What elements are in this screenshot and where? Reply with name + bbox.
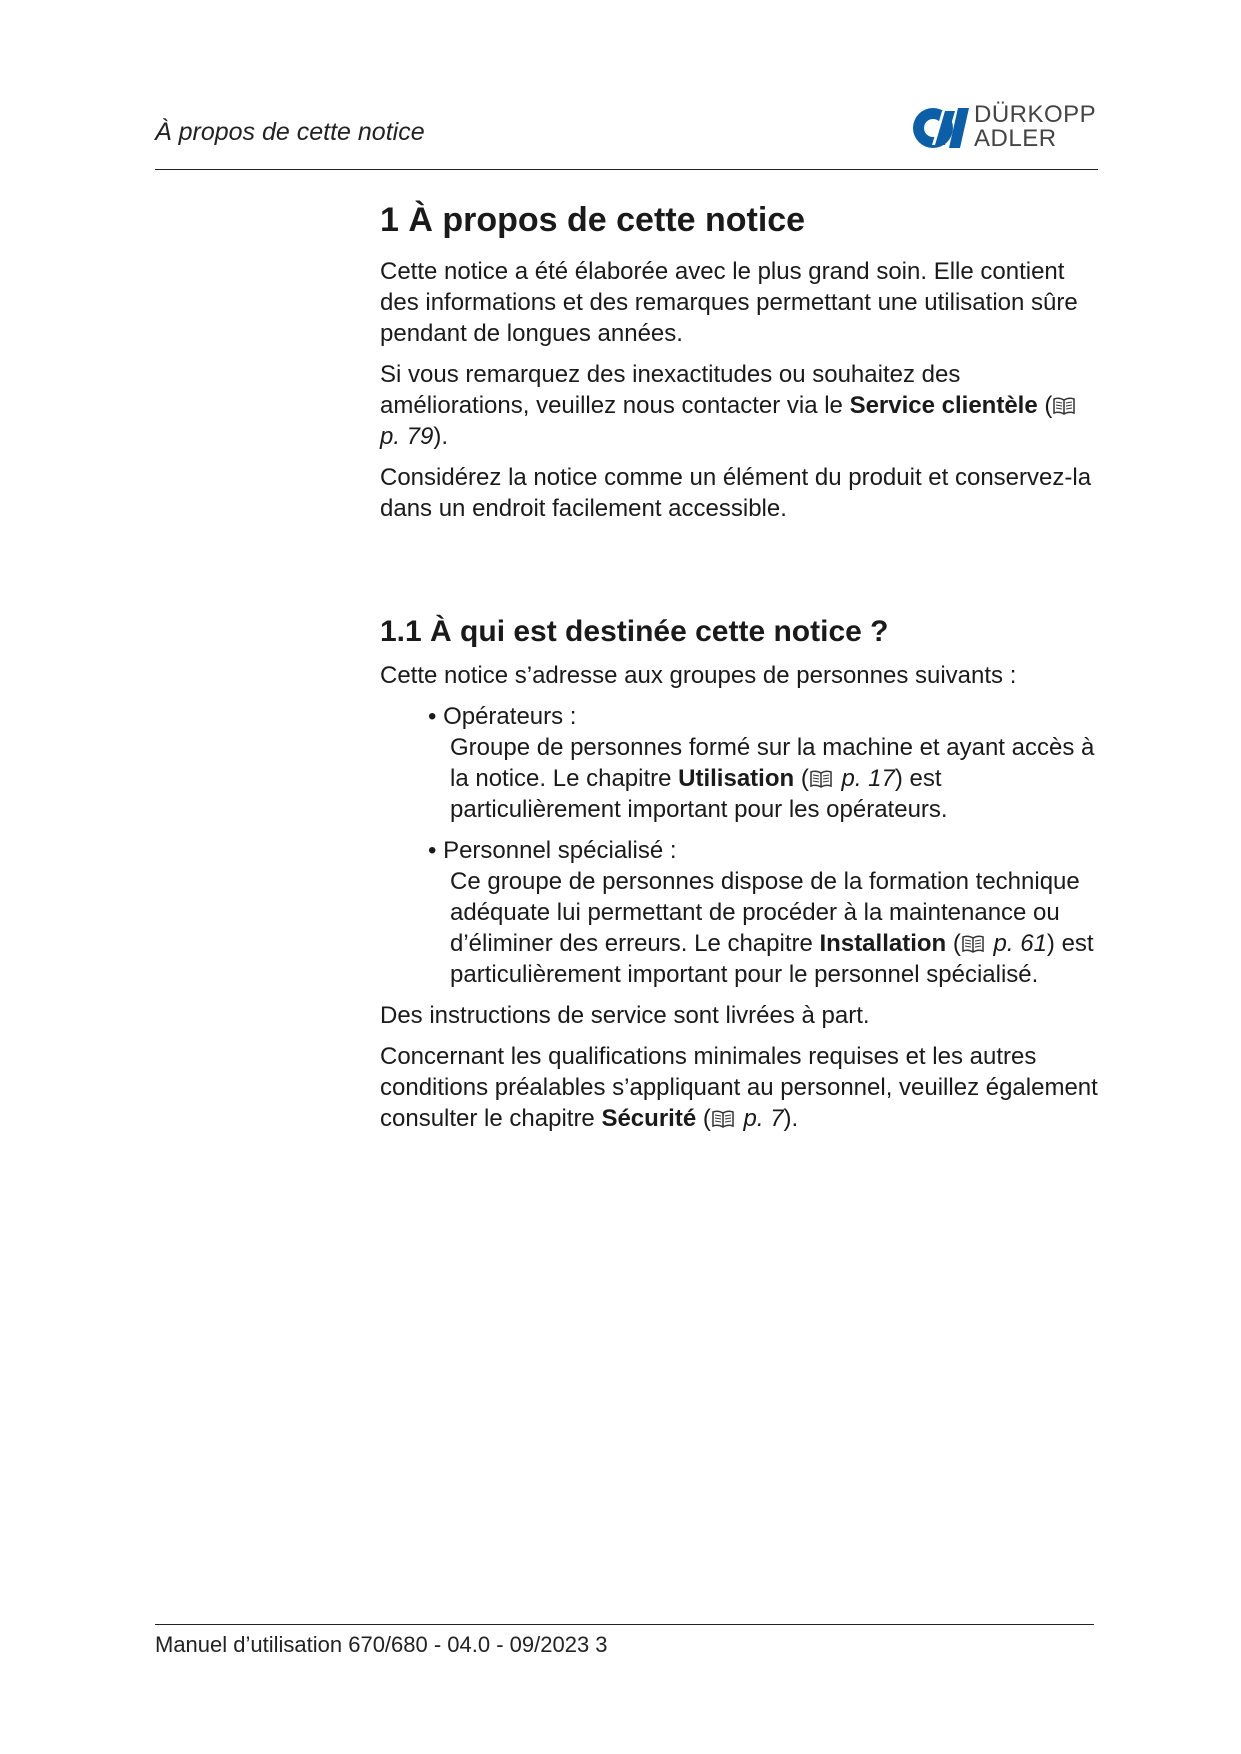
- service-clientele-link[interactable]: Service clientèle: [849, 392, 1038, 419]
- page-footer: Manuel d’utilisation 670/680 - 04.0 - 09/2023 3: [155, 1632, 608, 1657]
- page-ref-17[interactable]: p. 17: [834, 765, 895, 792]
- page-ref-79[interactable]: p. 79: [380, 423, 434, 450]
- bullet1-post: ) est particulièrement important pour les opérateurs.: [450, 765, 948, 823]
- running-header-title: À propos de cette notice: [155, 118, 425, 146]
- bullet1-open: (: [794, 765, 809, 792]
- qual-open: (: [696, 1105, 711, 1132]
- bullet2-open: (: [946, 930, 961, 957]
- bullet-body-operateurs: [428, 732, 1098, 825]
- section-heading-1: 1 À propos de cette notice: [380, 201, 806, 239]
- bullet-head-personnel: • Personnel spécialisé :: [428, 837, 677, 864]
- logo-text-line2: ADLER: [974, 125, 1057, 152]
- bullet2-text: Ce groupe de personnes dispose de la formation technique adéquate lui permettant de procéder à la maintenance ou d’éliminer des erreurs. Le chapitre: [450, 868, 1080, 957]
- section1-paragraph-3: Considérez la notice comme un élément du produit et conservez-la dans un endroit facilement accessible.: [380, 464, 1092, 522]
- page-ref-7[interactable]: p. 7: [736, 1105, 784, 1132]
- service-instructions-paragraph: Des instructions de service sont livrées à part.: [380, 1002, 870, 1029]
- main-content: [380, 198, 1098, 1144]
- p2-text: Si vous remarquez des inexactitudes ou souhaitez des améliorations, veuillez nous contacter via le: [380, 361, 961, 419]
- book-icon: [711, 1109, 735, 1129]
- book-icon: [809, 769, 833, 789]
- audience-list: [428, 701, 1098, 990]
- footer-divider: [155, 1624, 1094, 1625]
- section-heading-1-1: 1.1 À qui est destinée cette notice ?: [380, 615, 889, 648]
- bullet2-post: ) est particulièrement important pour le personnel spécialisé.: [450, 930, 1094, 988]
- logo-mark-icon: [912, 105, 970, 151]
- bullet-head-operateurs: • Opérateurs :: [428, 703, 577, 730]
- qualifications-paragraph: [380, 1041, 1098, 1134]
- p2-open: (: [1037, 392, 1053, 419]
- book-icon: [1052, 396, 1076, 416]
- list-item-operateurs: [428, 701, 1098, 825]
- p2-close: ).: [433, 423, 449, 450]
- logo-text-line1: DÜRKOPP: [974, 101, 1097, 128]
- page-ref-61[interactable]: p. 61: [986, 930, 1047, 957]
- section11-intro: Cette notice s’adresse aux groupes de personnes suivants :: [380, 662, 1017, 689]
- section1-paragraph-1: Cette notice a été élaborée avec le plus grand soin. Elle contient des informations et des remarques permettant une utilisation sûre pendant de longues années.: [380, 258, 1078, 347]
- qual-close: ).: [783, 1105, 799, 1132]
- qual-text: Concernant les qualifications minimales requises et les autres conditions préalables s’appliquant au personnel, veuillez également consulter le chapitre: [380, 1043, 1098, 1132]
- bullet-body-personnel: [428, 866, 1098, 990]
- section1-paragraph-2: [380, 359, 1098, 452]
- durkopp-adler-logo: [912, 103, 1097, 153]
- list-item-personnel-specialise: [428, 835, 1098, 990]
- bullet1-text: Groupe de personnes formé sur la machine et ayant accès à la notice. Le chapitre: [450, 734, 1095, 792]
- utilisation-link[interactable]: Utilisation: [678, 765, 795, 792]
- installation-link[interactable]: Installation: [819, 930, 947, 957]
- header-divider: [155, 169, 1098, 170]
- book-icon: [961, 934, 985, 954]
- securite-link[interactable]: Sécurité: [601, 1105, 697, 1132]
